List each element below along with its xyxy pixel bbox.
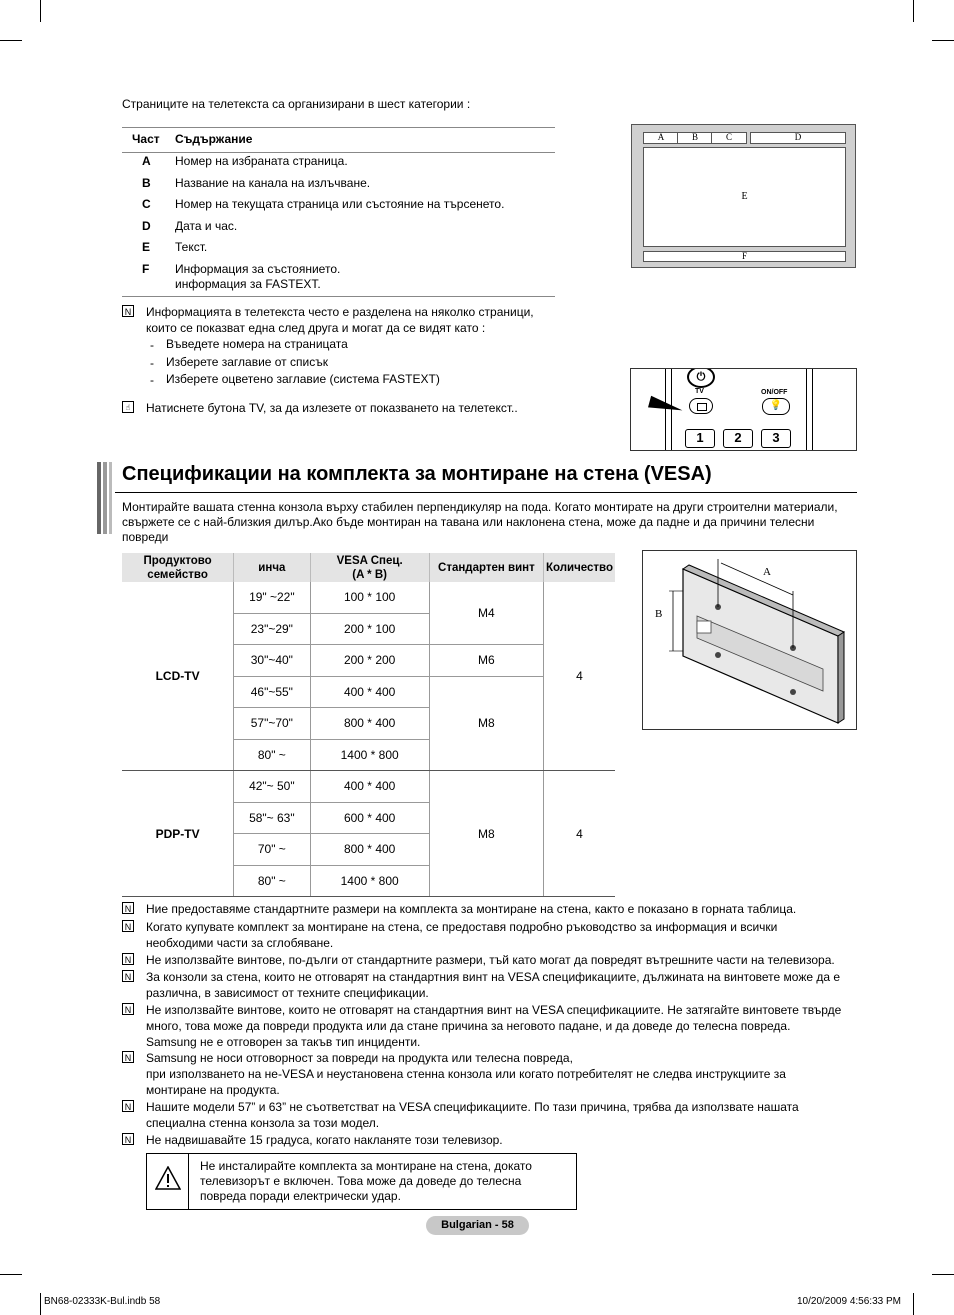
remote-illustration: ⏻ TV ON/OFF 💡 1 2 3: [630, 368, 857, 451]
svg-text:A: A: [763, 566, 771, 578]
light-button: 💡: [762, 398, 790, 415]
key-3: 3: [761, 429, 791, 448]
wall-mount-diagram: [642, 550, 857, 730]
key-2: 2: [723, 429, 753, 448]
teletext-screen-diagram: A B C D E F: [631, 124, 856, 268]
note-icon: N: [122, 305, 134, 317]
warning-icon: [155, 1166, 181, 1190]
section-title: Спецификации на комплекта за монтиране на стена (VESA): [122, 463, 712, 485]
header-screw: Стандартен винт: [429, 553, 543, 582]
warning-box: Не инсталирайте комплекта за монтиране на стена, докато телевизорът е включен. Това може да доведе до телесна повреда поради електрически удар.: [146, 1153, 577, 1210]
note-icon: N: [122, 1003, 134, 1015]
note-icon: N: [122, 1133, 134, 1145]
hand-icon: ☝: [122, 401, 134, 413]
header-qty: Количество: [543, 553, 615, 582]
table-row: 80" ~ 1400 * 800: [122, 739, 615, 771]
note-list-item: Изберете заглавие от списък: [166, 355, 328, 369]
table-row: 80" ~ 1400 * 800: [122, 865, 615, 897]
table-row: LCD-TV 19" ~22" 100 * 100 M4 4: [122, 582, 615, 613]
note-list-item: Изберете оцветено заглавие (система FASTEXT): [166, 372, 440, 386]
table-row: PDP-TV 42"~ 50" 400 * 400 M8 4: [122, 771, 615, 803]
table-row: 57"~70" 800 * 400: [122, 708, 615, 740]
key-1: 1: [685, 429, 715, 448]
note-icon: N: [122, 970, 134, 982]
footer-file: BN68-02333K-Bul.indb 58: [44, 1296, 161, 1307]
footer-timestamp: 10/20/2009 4:56:33 PM: [797, 1296, 901, 1307]
note-icon: N: [122, 902, 134, 914]
note-icon: N: [122, 1051, 134, 1063]
section-body-line: свържете се с най-близкия дилър.Ако бъде монтиран на тавана или наклонена стена, може да падне и да причини телесни: [122, 515, 815, 529]
table-row: 46"~55" 400 * 400 M8: [122, 676, 615, 708]
section-bar-decoration: [97, 462, 101, 534]
header-inch: инча: [234, 553, 310, 582]
power-icon: ⏻: [687, 368, 715, 388]
note-list-item: Въведете номера на страницата: [166, 337, 348, 351]
section-body-line: Монтирайте вашата стенна конзола върху стабилен перпендикуляр на пода. Когато монтирате на други строителни материали,: [122, 500, 838, 514]
table-row: 30"~40" 200 * 200 M6: [122, 645, 615, 677]
page-number-label: Bulgarian - 58: [426, 1216, 529, 1235]
svg-text:B: B: [655, 608, 663, 620]
table-row: 58"~ 63" 600 * 400: [122, 802, 615, 834]
vesa-spec-table: [122, 553, 615, 897]
pointer-arrow-icon: [648, 396, 684, 416]
table-row: 70" ~ 800 * 400: [122, 834, 615, 866]
note-icon: N: [122, 953, 134, 965]
header-family: Продуктово семейство: [122, 553, 234, 582]
table-row: 23"~29" 200 * 100: [122, 613, 615, 645]
note-icon: N: [122, 1100, 134, 1112]
header-vesa: VESA Спец. (A * B): [310, 553, 429, 582]
tv-button: [689, 398, 713, 414]
note-icon: N: [122, 920, 134, 932]
intro-text: Страниците на телетекста са организирани в шест категории :: [122, 97, 471, 111]
section-body-line: повреди: [122, 530, 169, 544]
